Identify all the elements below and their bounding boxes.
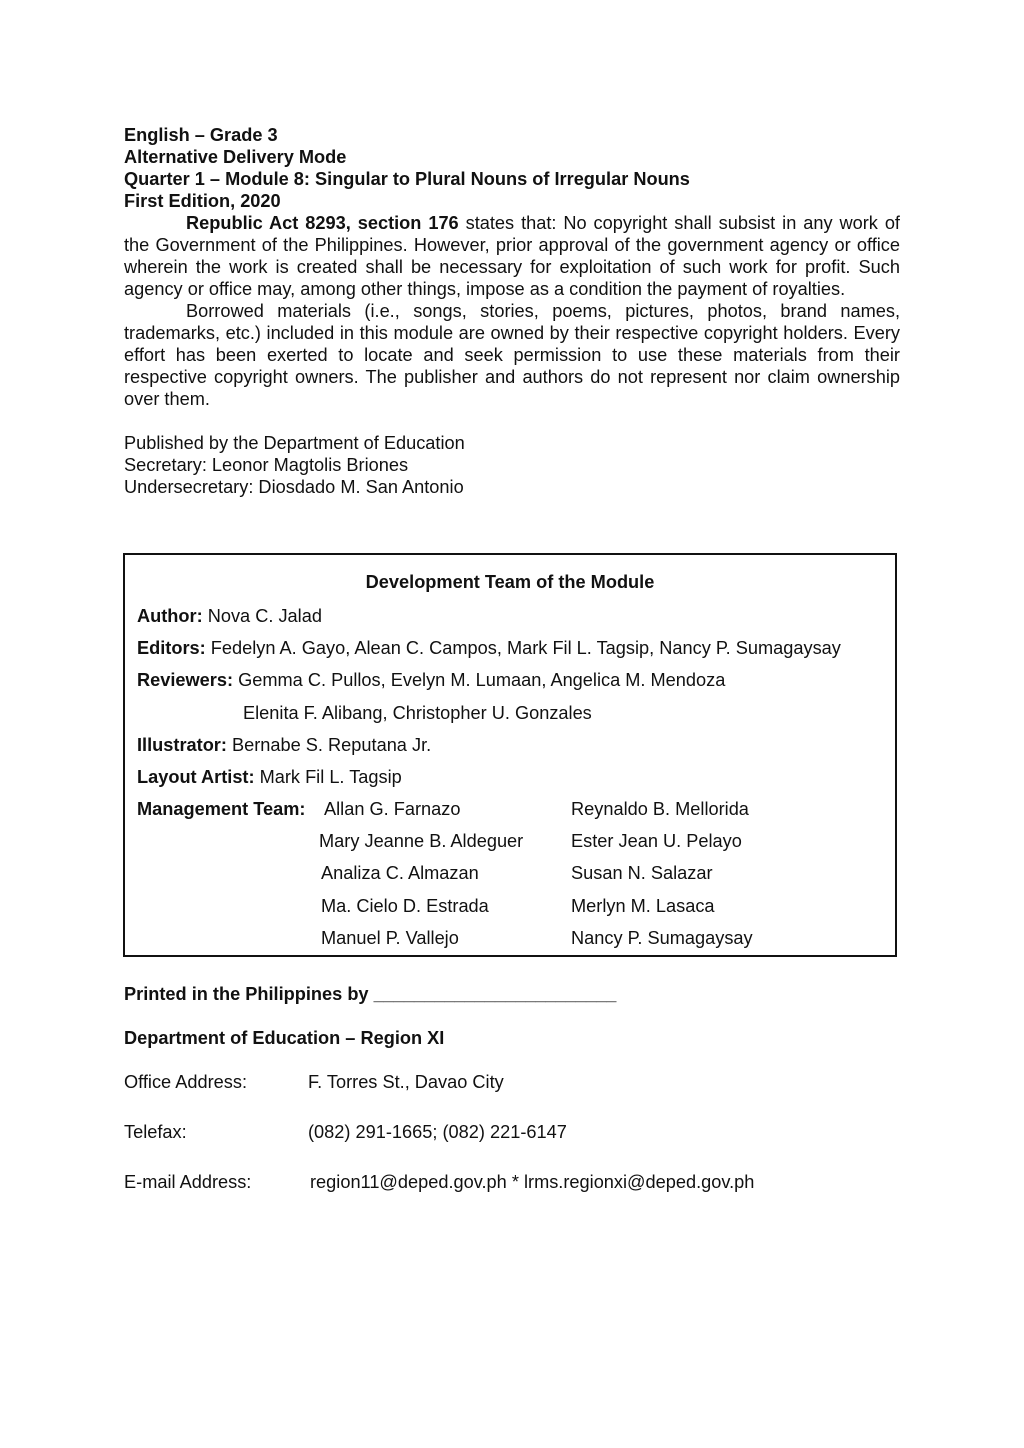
management-member: Ester Jean U. Pelayo: [571, 831, 742, 851]
management-member: Reynaldo B. Mellorida: [571, 799, 749, 819]
borrowed-materials-notice: Borrowed materials (i.e., songs, stories, poems, pictures, photos, brand names, trademarks, etc.) included in this module are owned by their respective copyright holders. Every effort has been exerted to locate and seek permission to use these materials from their respective copyright owners. The publisher and authors do not represent nor claim ownership over them.: [124, 301, 900, 409]
reviewers-label: Reviewers:: [137, 670, 234, 690]
printed-by-line: Printed in the Philippines by ________________________: [124, 984, 617, 1004]
copyright-notice: [124, 212, 900, 300]
undersecretary: Undersecretary: Diosdado M. San Antonio: [124, 477, 464, 497]
management-member: Susan N. Salazar: [571, 863, 713, 883]
publisher-info: [124, 432, 900, 498]
editors-row: [137, 638, 841, 659]
layout-artist-row: [137, 767, 402, 788]
illustrator-name: Bernabe S. Reputana Jr.: [226, 735, 432, 755]
illustrator-label: Illustrator:: [137, 735, 227, 755]
module-header: [124, 124, 900, 212]
copyright-notice-text: states that: No copyright shall subsist in any work of the Government of the Philippines. However, prior approval of the government agency or office wherein the work is created shall be necessary for exploitation of such work for profit. Such agency or office may, among other things, impose as a condition the payment of royalties.: [124, 213, 900, 299]
copyright-page: [124, 124, 900, 1192]
reviewers-row: [137, 670, 725, 691]
office-address-value: F. Torres St., Davao City: [308, 1072, 504, 1092]
telefax-label: Telefax:: [124, 1122, 187, 1142]
email-value[interactable]: region11@deped.gov.ph * lrms.regionxi@deped.gov.ph: [310, 1172, 755, 1192]
management-member: Allan G. Farnazo: [324, 799, 461, 819]
development-team-box: [123, 553, 897, 957]
author-label: Author:: [137, 606, 203, 626]
management-member: Merlyn M. Lasaca: [571, 896, 715, 916]
team-title: Development Team of the Module: [365, 572, 655, 592]
illustrator-row: [137, 735, 431, 756]
republic-act-reference: Republic Act 8293, section 176: [186, 213, 459, 233]
module-title: Quarter 1 – Module 8: Singular to Plural Nouns of Irregular Nouns: [124, 169, 690, 189]
management-member: Manuel P. Vallejo: [321, 928, 459, 948]
region-title: Department of Education – Region XI: [124, 1028, 445, 1048]
layout-artist-name: Mark Fil L. Tagsip: [254, 767, 402, 787]
secretary: Secretary: Leonor Magtolis Briones: [124, 455, 409, 475]
management-member: Mary Jeanne B. Aldeguer: [319, 831, 524, 851]
management-member: Nancy P. Sumagaysay: [571, 928, 753, 948]
telefax-value: (082) 291-1665; (082) 221-6147: [308, 1122, 567, 1142]
subject-title: English – Grade 3: [124, 125, 278, 145]
management-team-label: Management Team:: [137, 799, 306, 819]
reviewers-row-continued: Elenita F. Alibang, Christopher U. Gonzales: [243, 703, 592, 723]
email-label: E-mail Address:: [124, 1172, 252, 1192]
office-address-label: Office Address:: [124, 1072, 247, 1092]
published-by: Published by the Department of Education: [124, 433, 465, 453]
editors-label: Editors:: [137, 638, 206, 658]
management-member: Ma. Cielo D. Estrada: [321, 896, 489, 916]
author-row: [137, 606, 322, 627]
author-name: Nova C. Jalad: [202, 606, 322, 626]
layout-artist-label: Layout Artist:: [137, 767, 255, 787]
management-member: Analiza C. Almazan: [321, 863, 479, 883]
reviewers-names: Gemma C. Pullos, Evelyn M. Lumaan, Angelica M. Mendoza: [233, 670, 726, 690]
editors-names: Fedelyn A. Gayo, Alean C. Campos, Mark Fil L. Tagsip, Nancy P. Sumagaysay: [205, 638, 841, 658]
delivery-mode: Alternative Delivery Mode: [124, 147, 347, 167]
edition: First Edition, 2020: [124, 191, 281, 211]
